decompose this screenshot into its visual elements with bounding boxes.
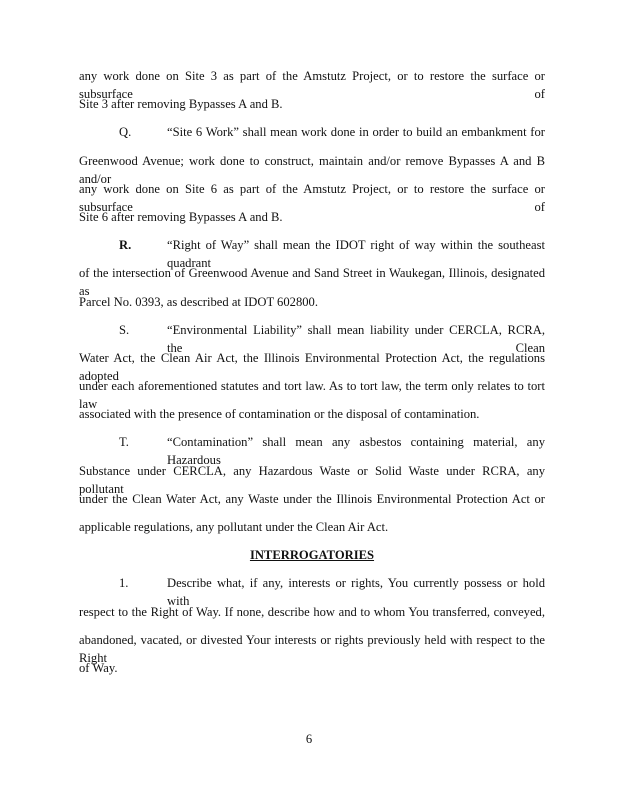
interrogatory-label: 1. bbox=[119, 576, 129, 591]
definition-label: T. bbox=[119, 435, 129, 450]
definition-label: S. bbox=[119, 322, 130, 337]
definition-line: Parcel No. 0393, as described at IDOT 602800. bbox=[79, 294, 318, 309]
definition-line: any work done on Site 3 as part of the Amstutz Project, or to restore the surface or subsurface of bbox=[79, 69, 545, 101]
definition-line: under the Clean Water Act, any Waste under the Illinois Environmental Protection Act or bbox=[79, 491, 545, 506]
definition-label: R. bbox=[119, 238, 132, 253]
interrogatory-line: of Way. bbox=[79, 660, 118, 675]
page-number: 6 bbox=[305, 732, 313, 746]
interrogatory-text: Describe what, if any, interests or rights, You currently possess or hold with bbox=[167, 576, 545, 609]
document-body bbox=[79, 67, 545, 687]
definition-line: Site 3 after removing Bypasses A and B. bbox=[79, 97, 283, 112]
definition-line: Water Act, the Clean Air Act, the Illinois Environmental Protection Act, the regulations adopted bbox=[79, 350, 545, 383]
definition-label: Q. bbox=[119, 125, 132, 140]
definition-line: under each aforementioned statutes and tort law. As to tort law, the term only relates to tort law bbox=[79, 379, 545, 412]
interrogatory-line: abandoned, vacated, or divested Your interests or rights previously held with respect to the Right bbox=[79, 632, 545, 665]
definition-line: Substance under CERCLA, any Hazardous Waste or Solid Waste under RCRA, any pollutant bbox=[79, 463, 545, 496]
definition-line: Site 6 after removing Bypasses A and B. bbox=[79, 209, 283, 224]
definition-line bbox=[79, 321, 545, 355]
definition-line bbox=[79, 433, 545, 468]
definition-line bbox=[79, 123, 545, 151]
definition-line: associated with the presence of contamination or the disposal of contamination. bbox=[79, 407, 480, 422]
interrogatory-line bbox=[79, 574, 545, 609]
definition-line: applicable regulations, any pollutant under the Clean Air Act. bbox=[79, 520, 389, 534]
definition-line bbox=[79, 236, 545, 271]
section-heading: INTERROGATORIES bbox=[249, 548, 375, 563]
definition-text: “Right of Way” shall mean the IDOT right of way within the southeast quadrant bbox=[167, 238, 545, 271]
definition-line: any work done on Site 6 as part of the Amstutz Project, or to restore the surface or subsurface of bbox=[79, 181, 545, 214]
definition-text: “Contamination” shall mean any asbestos containing material, any Hazardous bbox=[167, 435, 545, 468]
definition-line: of the intersection of Greenwood Avenue and Sand Street in Waukegan, Illinois, designated as bbox=[79, 266, 545, 299]
definition-line: Greenwood Avenue; work done to construct, maintain and/or remove Bypasses A and B and/or bbox=[79, 153, 545, 186]
definition-text: “Site 6 Work” shall mean work done in order to build an embankment for bbox=[167, 125, 545, 140]
definition-text: “Environmental Liability” shall mean liability under CERCLA, RCRA, the Clean bbox=[167, 322, 545, 355]
interrogatory-line: respect to the Right of Way. If none, describe how and to whom You transferred, conveyed, bbox=[79, 604, 545, 619]
